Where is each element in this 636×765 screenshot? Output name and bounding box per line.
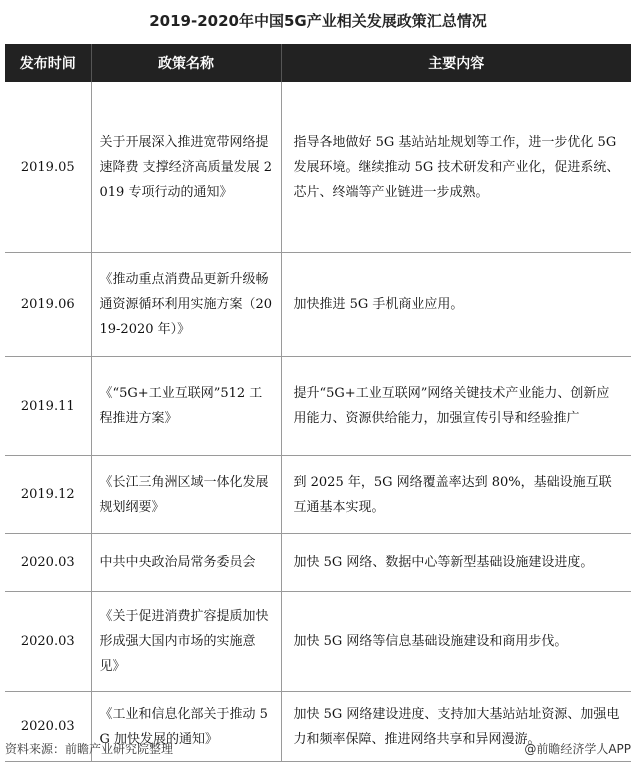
header-date: 发布时间 — [5, 44, 91, 82]
policy-table — [5, 44, 631, 762]
cell-date: 2019.06 — [5, 253, 91, 357]
cell-policy-name: 中共中央政治局常务委员会 — [91, 534, 281, 592]
cell-content: 加快 5G 网络等信息基础设施建设和商用步伐。 — [281, 592, 631, 692]
cell-date: 2019.05 — [5, 82, 91, 253]
table-header-row — [5, 44, 631, 82]
header-policy-name: 政策名称 — [91, 44, 281, 82]
cell-policy-name: 《推动重点消费品更新升级畅通资源循环利用实施方案（2019-2020 年）》 — [91, 253, 281, 357]
header-main-content: 主要内容 — [281, 44, 631, 82]
table-row — [5, 534, 631, 592]
cell-date: 2019.11 — [5, 357, 91, 456]
cell-policy-name: 《工业和信息化部关于推动 5G 加快发展的通知》 — [91, 692, 281, 762]
cell-policy-name: 《关于促进消费扩容提质加快形成强大国内市场的实施意见》 — [91, 592, 281, 692]
cell-content: 加快 5G 网络建设进度、支持加大基站站址资源、加强电力和频率保障、推进网络共享和异网漫游。 — [281, 692, 631, 762]
table-row — [5, 82, 631, 253]
cell-content: 加快推进 5G 手机商业应用。 — [281, 253, 631, 357]
cell-date: 2020.03 — [5, 534, 91, 592]
cell-date: 2019.12 — [5, 456, 91, 534]
cell-policy-name: 关于开展深入推进宽带网络提速降费 支撑经济高质量发展 2019 专项行动的通知》 — [91, 82, 281, 253]
credit-note: @前瞻经济学人APP — [524, 742, 631, 756]
cell-content: 到 2025 年，5G 网络覆盖率达到 80%，基础设施互联互通基本实现。 — [281, 456, 631, 534]
source-note: 资料来源：前瞻产业研究院整理 — [5, 742, 174, 756]
cell-policy-name: 《长江三角洲区域一体化发展规划纲要》 — [91, 456, 281, 534]
cell-policy-name: 《“5G+工业互联网”512 工程推进方案》 — [91, 357, 281, 456]
table-row — [5, 357, 631, 456]
cell-content: 指导各地做好 5G 基站站址规划等工作，进一步优化 5G 发展环境。继续推动 5G 技术研发和产业化，促进系统、芯片、终端等产业链进一步成熟。 — [281, 82, 631, 253]
cell-date: 2020.03 — [5, 692, 91, 762]
page-title: 2019-2020年中国5G产业相关发展政策汇总情况 — [149, 12, 487, 30]
cell-date: 2020.03 — [5, 592, 91, 692]
table-row — [5, 456, 631, 534]
cell-content: 提升“5G+工业互联网”网络关键技术产业能力、创新应用能力、资源供给能力，加强宣传引导和经验推广 — [281, 357, 631, 456]
table-row — [5, 253, 631, 357]
table-row — [5, 592, 631, 692]
cell-content: 加快 5G 网络、数据中心等新型基础设施建设进度。 — [281, 534, 631, 592]
